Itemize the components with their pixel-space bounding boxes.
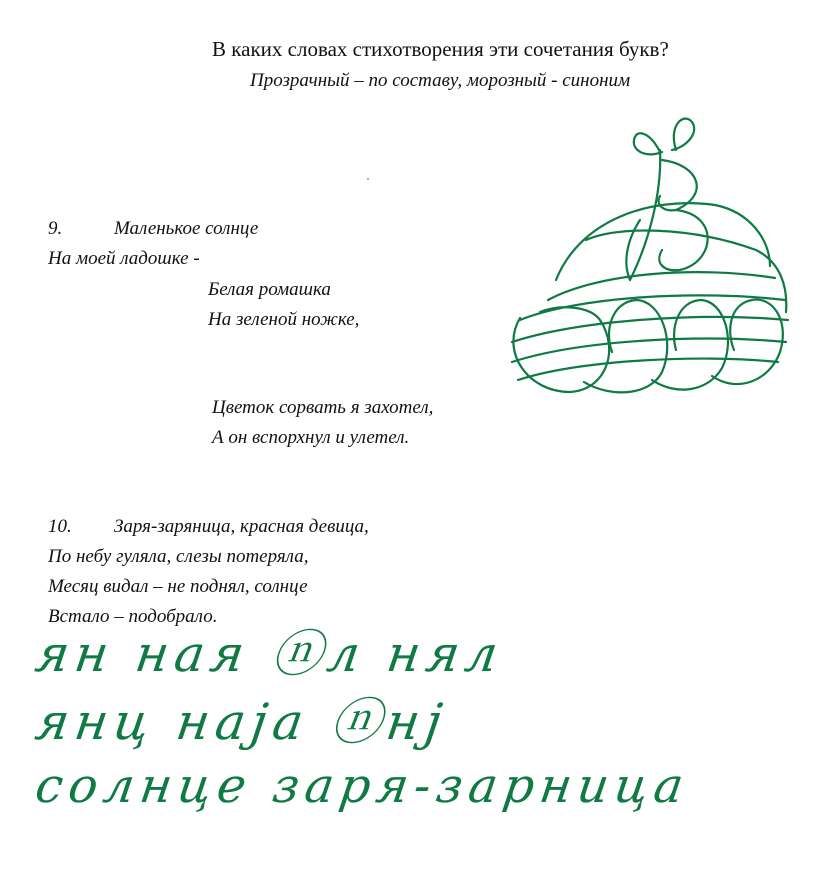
riddle9-number: 9. [48,218,63,239]
riddle10-line2: По небу гуляла, слезы потеряла, [48,546,309,567]
riddle9-text1: Маленькое солнце [114,218,259,239]
riddle10-number: 10. [48,516,72,537]
handwriting-line2: янц наја ⓝнј [31,693,452,751]
riddle10-line3: Месяц видал – не поднял, солнце [48,576,308,597]
riddle10-line4: Встало – подобрало. [48,606,218,627]
riddle9-line4: На зеленой ножке, [208,309,360,330]
question-title: В каких словах стихотворения эти сочетания букв? [212,37,669,61]
riddle9-line3: Белая ромашка [208,279,331,300]
riddle10-text1: Заря-заряница, красная девица, [114,516,369,537]
handwriting-line1: ян ная ⓝл нял [31,625,508,683]
riddle9-line2: На моей ладошке - [48,248,200,269]
question-subtitle: Прозрачный – по составу, морозный - синоним [250,70,631,91]
riddle9-line5: Цветок сорвать я захотел, [212,397,434,418]
handwriting-line3: солнце заря-зарница [32,758,693,814]
riddle9-line6: А он вспорхнул и улетел. [212,427,410,448]
